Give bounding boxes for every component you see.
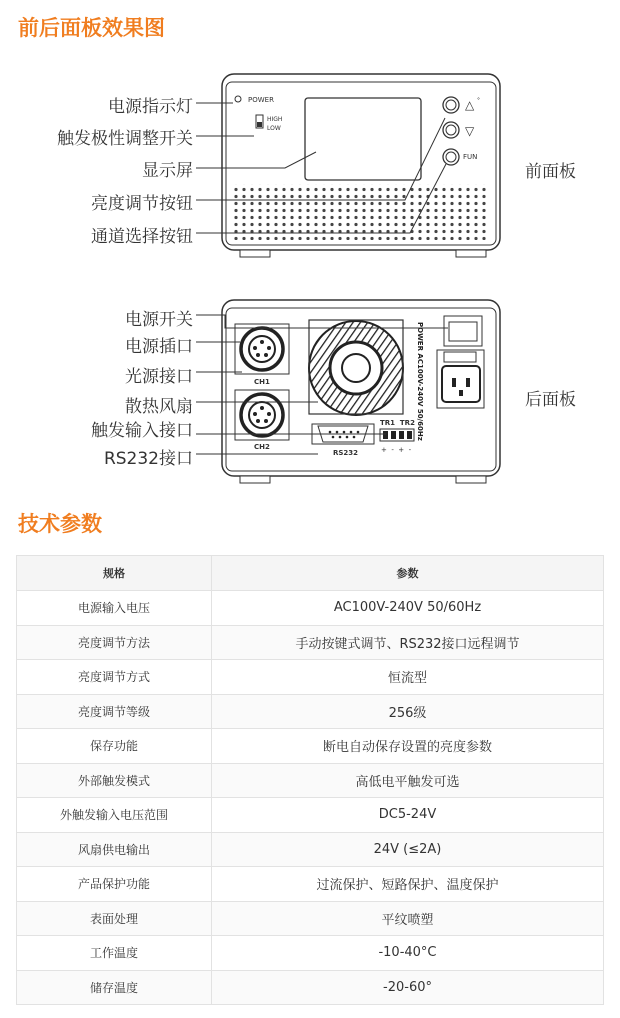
svg-text:HIGH: HIGH [267, 116, 283, 123]
section-title-panels: 前后面板效果图 [18, 16, 165, 40]
svg-text:▽: ▽ [465, 124, 475, 138]
spec-name-cell: 外部触发模式 [17, 763, 212, 798]
spec-name-cell: 亮度调节等级 [17, 694, 212, 729]
table-row [17, 867, 604, 902]
label-front-panel: 前面板 [525, 162, 576, 182]
svg-text:△: △ [465, 98, 475, 112]
spec-name-cell: 亮度调节方式 [17, 660, 212, 695]
table-row [17, 694, 604, 729]
svg-text:CH2: CH2 [254, 443, 270, 451]
table-row [17, 729, 604, 764]
spec-name-cell: 工作温度 [17, 936, 212, 971]
svg-text:TR1 TR2: TR1 TR2 [380, 419, 415, 427]
spec-table [16, 555, 604, 1005]
spec-value-cell: 过流保护、短路保护、温度保护 [212, 867, 604, 902]
spec-name-cell: 外触发输入电压范围 [17, 798, 212, 833]
table-row [17, 832, 604, 867]
table-row [17, 936, 604, 971]
header-param: 参数 [212, 556, 604, 591]
spec-value-cell: DC5-24V [212, 798, 604, 833]
spec-name-cell: 产品保护功能 [17, 867, 212, 902]
label-cooling-fan: 散热风扇 [125, 397, 193, 417]
spec-value-cell: 恒流型 [212, 660, 604, 695]
label-trigger-polarity-switch: 触发极性调整开关 [57, 129, 193, 149]
spec-value-cell: 256级 [212, 694, 604, 729]
svg-text:RS232: RS232 [333, 449, 359, 457]
svg-text:°: ° [477, 97, 480, 104]
table-header-row [17, 556, 604, 591]
header-spec: 规格 [17, 556, 212, 591]
table-row [17, 763, 604, 798]
spec-value-cell: AC100V-240V 50/60Hz [212, 591, 604, 626]
label-light-source-port: 光源接口 [125, 367, 193, 387]
spec-name-cell: 电源输入电压 [17, 591, 212, 626]
table-row [17, 625, 604, 660]
table-row [17, 901, 604, 936]
svg-text:LOW: LOW [267, 125, 281, 132]
spec-value-cell: -20-60° [212, 970, 604, 1005]
label-power-indicator: 电源指示灯 [108, 97, 193, 117]
svg-text:POWER: POWER [248, 96, 274, 104]
spec-name-cell: 表面处理 [17, 901, 212, 936]
spec-value-cell: -10-40°C [212, 936, 604, 971]
spec-value-cell: 断电自动保存设置的亮度参数 [212, 729, 604, 764]
svg-text:+ - + -: + - + - [381, 446, 412, 454]
spec-name-cell: 风扇供电输出 [17, 832, 212, 867]
svg-text:CH1: CH1 [254, 378, 270, 386]
label-display-screen: 显示屏 [142, 161, 193, 181]
svg-text:POWER AC100V-240V 50/60Hz: POWER AC100V-240V 50/60Hz [416, 322, 424, 441]
label-rs232-port: RS232接口 [103, 449, 193, 469]
label-trigger-input-port: 触发输入接口 [91, 421, 193, 441]
table-row [17, 660, 604, 695]
label-brightness-button: 亮度调节按钮 [91, 194, 193, 214]
label-channel-select-button: 通道选择按钮 [91, 227, 193, 247]
table-row [17, 970, 604, 1005]
spec-value-cell: 平纹喷塑 [212, 901, 604, 936]
label-power-socket: 电源插口 [125, 337, 193, 357]
section-title-specs: 技术参数 [18, 512, 102, 536]
table-row [17, 798, 604, 833]
spec-value-cell: 手动按键式调节、RS232接口远程调节 [212, 625, 604, 660]
label-power-switch: 电源开关 [125, 310, 193, 330]
spec-name-cell: 亮度调节方法 [17, 625, 212, 660]
spec-name-cell: 保存功能 [17, 729, 212, 764]
spec-value-cell: 24V (≤2A) [212, 832, 604, 867]
label-rear-panel: 后面板 [525, 390, 576, 410]
spec-value-cell: 高低电平触发可选 [212, 763, 604, 798]
spec-name-cell: 储存温度 [17, 970, 212, 1005]
svg-text:FUN: FUN [463, 153, 478, 161]
table-row [17, 591, 604, 626]
